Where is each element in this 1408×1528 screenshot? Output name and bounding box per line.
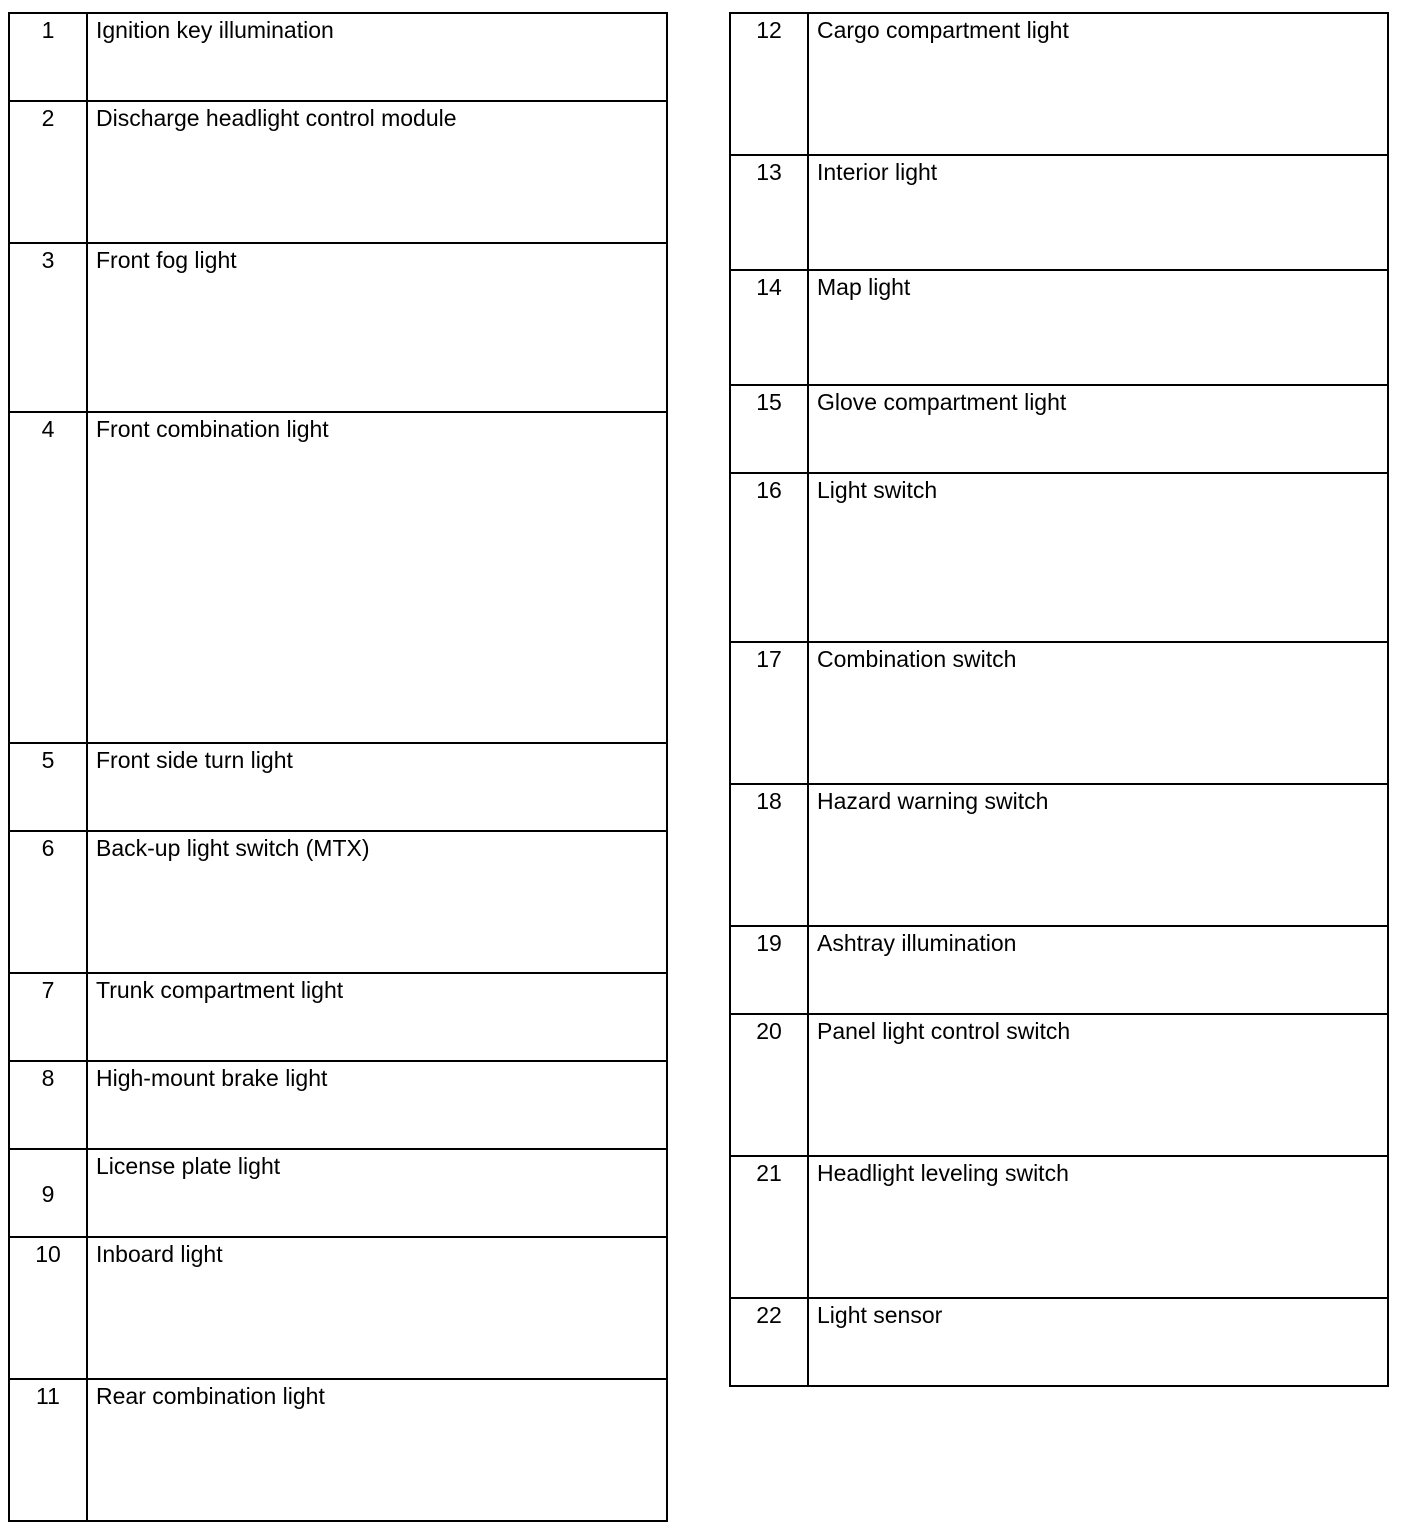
item-label: Cargo compartment light bbox=[808, 13, 1388, 155]
item-label: Panel light control switch bbox=[808, 1014, 1388, 1156]
table-row bbox=[9, 1237, 667, 1379]
table-row bbox=[9, 1379, 667, 1521]
table-row bbox=[730, 642, 1388, 784]
item-label: Combination switch bbox=[808, 642, 1388, 784]
right-legend-table bbox=[729, 12, 1389, 1387]
item-number: 6 bbox=[9, 831, 87, 973]
table-row bbox=[9, 831, 667, 973]
table-row bbox=[730, 13, 1388, 155]
item-number: 9 bbox=[9, 1149, 87, 1237]
item-label: Front side turn light bbox=[87, 743, 667, 831]
item-number: 4 bbox=[9, 412, 87, 743]
item-number: 1 bbox=[9, 13, 87, 101]
item-number: 21 bbox=[730, 1156, 808, 1298]
item-number: 20 bbox=[730, 1014, 808, 1156]
table-row bbox=[730, 1298, 1388, 1386]
left-legend-table bbox=[8, 12, 668, 1522]
item-label: License plate light bbox=[87, 1149, 667, 1237]
table-row bbox=[730, 784, 1388, 926]
item-label: Ignition key illumination bbox=[87, 13, 667, 101]
item-number: 18 bbox=[730, 784, 808, 926]
table-row bbox=[730, 1014, 1388, 1156]
table-row bbox=[730, 1156, 1388, 1298]
table-row bbox=[9, 1061, 667, 1149]
item-number: 3 bbox=[9, 243, 87, 412]
item-label: High-mount brake light bbox=[87, 1061, 667, 1149]
item-label: Front combination light bbox=[87, 412, 667, 743]
table-row bbox=[9, 743, 667, 831]
item-label: Light sensor bbox=[808, 1298, 1388, 1386]
item-label: Front fog light bbox=[87, 243, 667, 412]
table-row bbox=[9, 412, 667, 743]
item-label: Map light bbox=[808, 270, 1388, 385]
table-row bbox=[730, 155, 1388, 270]
table-row bbox=[730, 473, 1388, 642]
item-number: 5 bbox=[9, 743, 87, 831]
item-number: 13 bbox=[730, 155, 808, 270]
item-number: 7 bbox=[9, 973, 87, 1061]
item-label: Trunk compartment light bbox=[87, 973, 667, 1061]
table-row bbox=[730, 270, 1388, 385]
table-row bbox=[9, 243, 667, 412]
item-label: Discharge headlight control module bbox=[87, 101, 667, 243]
item-number: 22 bbox=[730, 1298, 808, 1386]
item-number: 11 bbox=[9, 1379, 87, 1521]
item-number: 19 bbox=[730, 926, 808, 1014]
item-number: 15 bbox=[730, 385, 808, 473]
item-label: Back-up light switch (MTX) bbox=[87, 831, 667, 973]
item-number: 8 bbox=[9, 1061, 87, 1149]
item-label: Glove compartment light bbox=[808, 385, 1388, 473]
table-row bbox=[9, 973, 667, 1061]
table-row bbox=[730, 926, 1388, 1014]
item-number: 12 bbox=[730, 13, 808, 155]
item-label: Rear combination light bbox=[87, 1379, 667, 1521]
item-label: Ashtray illumination bbox=[808, 926, 1388, 1014]
item-number: 17 bbox=[730, 642, 808, 784]
table-row bbox=[9, 13, 667, 101]
item-label: Light switch bbox=[808, 473, 1388, 642]
item-number: 14 bbox=[730, 270, 808, 385]
item-label: Inboard light bbox=[87, 1237, 667, 1379]
item-label: Interior light bbox=[808, 155, 1388, 270]
item-label: Hazard warning switch bbox=[808, 784, 1388, 926]
item-number: 2 bbox=[9, 101, 87, 243]
table-row bbox=[9, 101, 667, 243]
item-label: Headlight leveling switch bbox=[808, 1156, 1388, 1298]
table-row bbox=[730, 385, 1388, 473]
item-number: 10 bbox=[9, 1237, 87, 1379]
item-number: 16 bbox=[730, 473, 808, 642]
table-row bbox=[9, 1149, 667, 1237]
